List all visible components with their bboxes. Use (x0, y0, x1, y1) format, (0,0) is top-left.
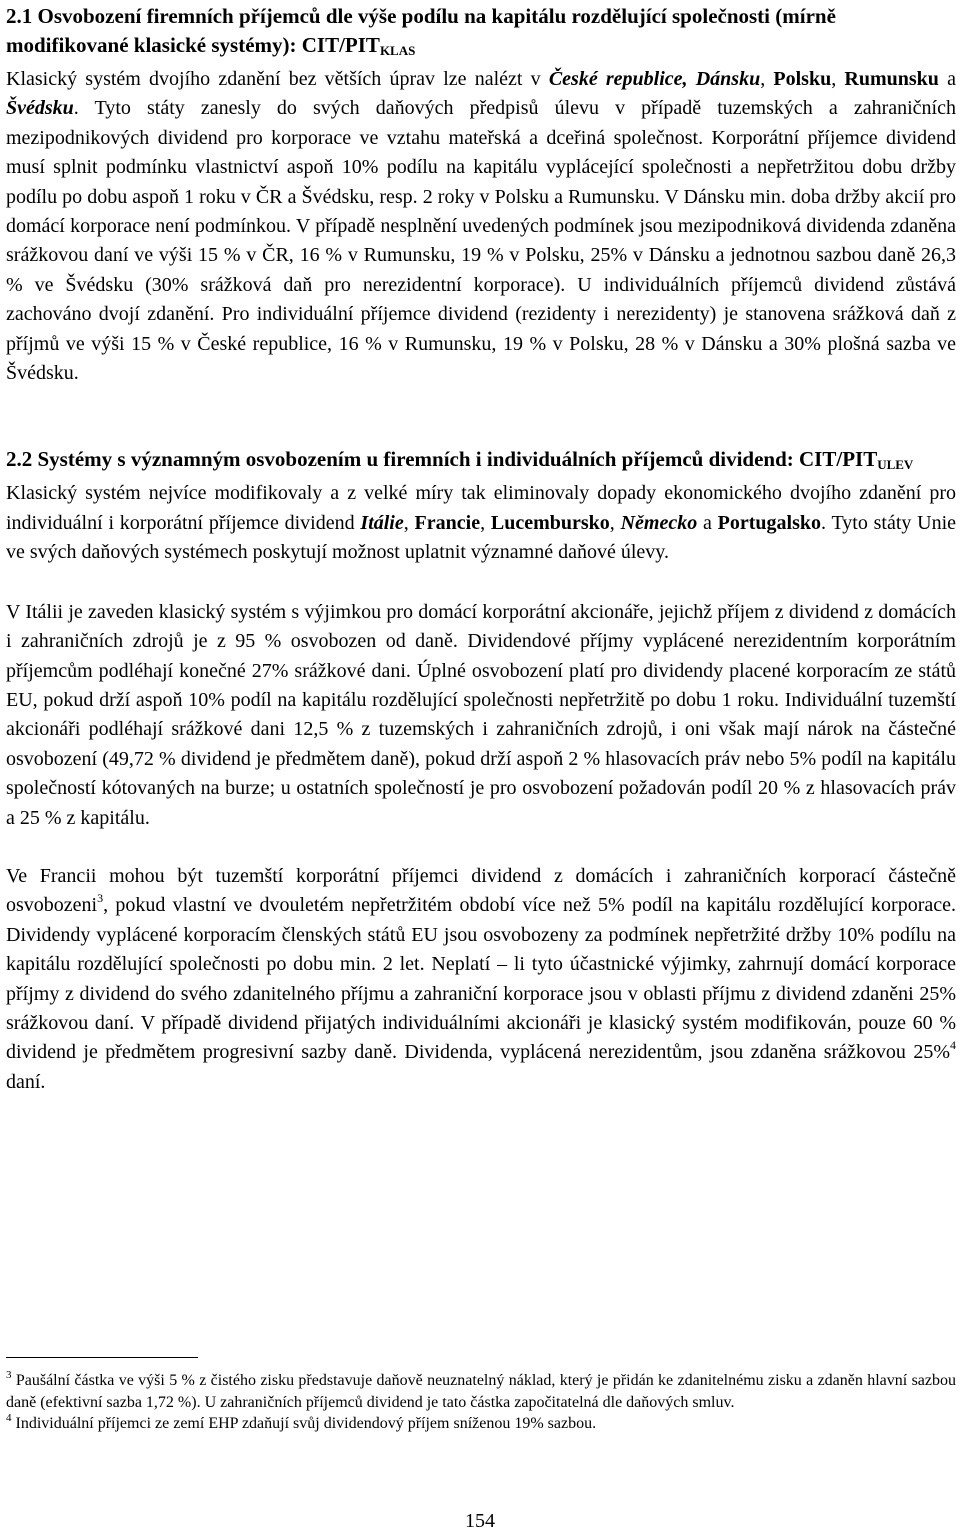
document-page (6, 2, 956, 1097)
separator: a (697, 511, 718, 534)
text-run: Klasický systém nejvíce modifikovaly a z velké míry tak eliminovaly dopady ekonomického dvojího zdanění pro individuální i korporátní příjemce dividend (6, 482, 956, 534)
footnote-4 (6, 1413, 956, 1435)
section-2-2-paragraph-france (6, 862, 956, 1097)
footnote-number: 3 (6, 1369, 12, 1381)
separator: , (480, 511, 491, 534)
section-2-2-paragraph-italy: V Itálii je zaveden klasický systém s výjimkou pro domácí korporátní akcionáře, jejichž příjem z dividend z domácích i zahraničních zdrojů je z 95 % osvobozen od daně. Dividendové příjmy vyplácené nerezidentním korporátním příjemcům podléhají konečné 27% srážkové dani. Úplné osvobození platí pro dividendy placené korporacím ze států EU, pokud drží aspoň 10% podíl na kapitálu rozdělující společnosti nepřetržitě po dobu 1 roku. Individuální tuzemští akcionáři podléhají srážkové dani 12,5 % z tuzemských i zahraničních zdrojů, i oni však mají nárok na částečné osvobození (49,72 % dividend je předmětem daně), pokud drží aspoň 2 % hlasovacích práv nebo 5% podíl na kapitálu společností kótovaných na burze; u ostatních společností je pro osvobození požadován podíl 20 % z hlasovacích práv a 25 % z kapitálu. (6, 600, 956, 829)
section-2-2-paragraph-1 (6, 479, 956, 567)
text-run: Ve Francii mohou být tuzemští korporátní příjemci dividend z domácích i zahraničních korporací částečně osvobozeni (6, 864, 956, 917)
country-france: Francie (414, 511, 481, 534)
country-romania: Rumunsku (844, 68, 939, 90)
footnote-text: Individuální příjemci ze zemí EHP zdaňují svůj dividendový příjem sníženou 19% sazbou. (11, 1415, 597, 1432)
footnotes (6, 1370, 956, 1435)
text-run: . Tyto státy Unie ve svých daňových systémech poskytují možnost uplatnit významné daňové úlevy. (6, 511, 957, 564)
text-run: . Tyto státy zanesly do svých daňových předpisů úlevu v případě tuzemských a zahraničních mezipodnikových dividend pro korporace ve vztahu mateřská a dceřiná společnost. Korporátní příjemce dividend musí splnit podmínku vlastnictví aspoň 10% podílu na kapitálu vyplácející společnosti a nepřetržitou dobu držby podílu po dobu aspoň 1 roku v ČR a Švédsku, resp. 2 roky v Polsku a Rumunsku. V Dánsku min. doba držby akcií pro domácí korporace není podmínkou. V případě nesplnění uvedených podmínek jsou mezipodniková dividenda zdaněna srážkovou daní ve výši 15 % v ČR, 16 % v Rumunsku, 19 % v Polsku, 25% v Dánsku a jednotnou sazbou daně 26,3 % ve Švédsku (30% srážková daň pro nerezidentní korporace). U individuálních příjemců dividend zůstává zachováno dvojí zdanění. Pro individuální příjemce dividend (rezidenty i nerezidenty) je stanovena srážková daň z příjmů ve výši 15 % v České republice, 16 % v Rumunsku, 19 % v Polsku, 28 % v Dánsku a 30% plošná sazba ve Švédsku. (6, 97, 956, 385)
footnote-separator (6, 1357, 198, 1358)
country-luxembourg: Lucembursko (490, 511, 610, 534)
country-germany: Německo (620, 511, 698, 534)
country-denmark: Dánsku (695, 68, 761, 90)
heading-subscript: KLAS (379, 43, 416, 58)
footnote-3 (6, 1370, 956, 1413)
section-2-2-heading (6, 445, 956, 479)
separator: , (760, 68, 774, 90)
text-run: daní. (6, 1070, 46, 1093)
page-number: 154 (465, 1510, 495, 1532)
footnote-ref-3[interactable]: 3 (97, 891, 104, 906)
separator: , (831, 68, 845, 90)
country-italy: Itálie (360, 511, 404, 534)
heading-text: 2.1 Osvobození firemních příjemců dle výše podílu na kapitálu rozdělující společnosti (mírně modifikované klasické systémy): CIT/PIT (6, 4, 836, 57)
country-czech: České republice (548, 68, 683, 90)
section-2-1-paragraph (6, 65, 956, 388)
heading-text: 2.2 Systémy s významným osvobozením u firemních i individuálních příjemců dividend: CIT/PIT (6, 447, 878, 472)
footnote-text: Paušální částka ve výši 5 % z čistého zisku představuje daňově neuznatelný náklad, který je přidán ke zdanitelnému zisku a zdaněn hlavní sazbou daně (efektivní sazba 1,72 %). U zahraničních příjemců dividend je tato částka započitatelná dle daňových smluv. (6, 1372, 956, 1411)
footnote-number: 4 (6, 1412, 12, 1424)
country-sweden: Švédsku (6, 97, 74, 120)
separator: , (403, 511, 415, 534)
country-poland: Polsku (773, 68, 832, 90)
text-run: Klasický systém dvojího zdanění bez větších úprav lze nalézt v (6, 68, 549, 90)
heading-subscript: ULEV (877, 457, 914, 473)
separator: , (682, 68, 696, 90)
text-run: , pokud vlastní ve dvouletém nepřetržitém období více než 5% podíl na kapitálu rozdělující korporace. Dividendy vyplácené korporacím členských států EU jsou osvobozeny za podmínek nepřetržité držby 10% podílu na kapitálu rozdělující společnosti po dobu min. 2 let. Neplatí – li tyto účastnické výjimky, zahrnují domácí korporace příjmy z dividend do svého zdanitelného příjmu a zahraniční korporace jsou v oblasti příjmu z dividend zdaněni 25% srážkovou daní. V případě dividend přijatých individuálními akcionáři je klasický systém modifikován, pouze 60 % dividend je předmětem progresivní sazby daně. Dividenda, vyplácená nerezidentům, jsou zdaněna srážkovou 25% (6, 894, 956, 1064)
separator: a (938, 68, 956, 90)
separator: , (609, 511, 621, 534)
section-2-1-heading (6, 2, 956, 65)
country-portugal: Portugalsko (717, 511, 822, 534)
footnote-ref-4[interactable]: 4 (950, 1038, 956, 1053)
